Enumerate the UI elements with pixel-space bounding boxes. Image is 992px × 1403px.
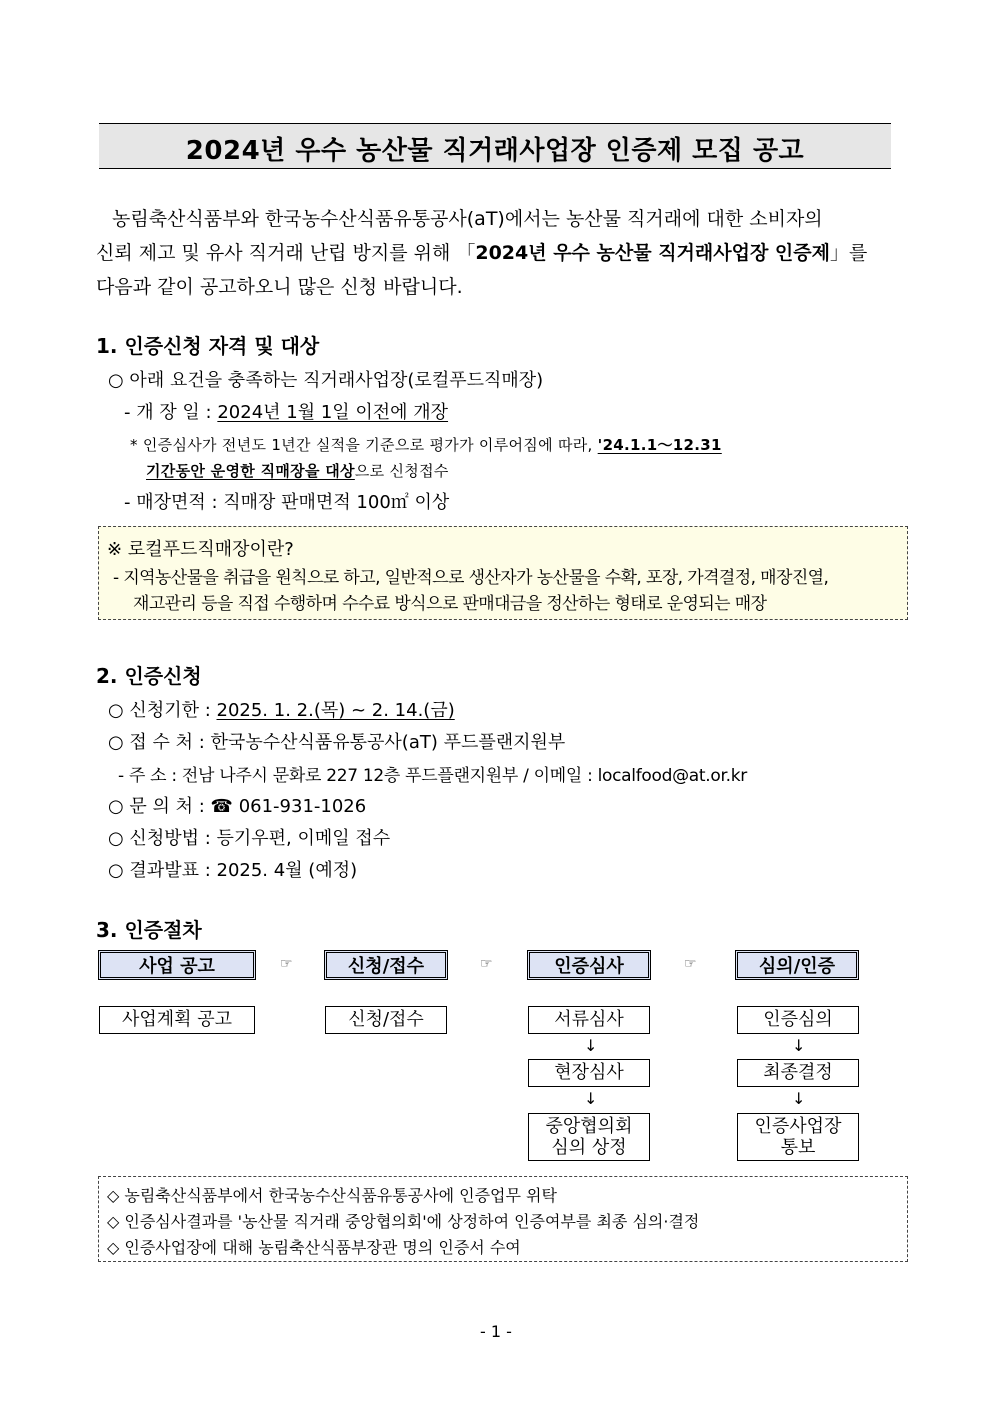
footer-line-3: ◇ 인증사업장에 대해 농림축산식품부장관 명의 인증서 수여: [107, 1238, 521, 1257]
step-item-notify-line-2: 통보: [780, 1137, 816, 1158]
page-title: 2024년 우수 농산물 직거래사업장 인증제 모집 공고: [185, 136, 805, 166]
contact: [108, 792, 366, 818]
step-header-certify: 심의/인증: [735, 950, 859, 980]
arrow-down-icon: ↓: [584, 1036, 598, 1055]
step-item-council: [528, 1113, 650, 1161]
pointer-icon: ☞: [480, 956, 493, 972]
step-item-site-review: 현장심사: [528, 1059, 650, 1087]
arrow-down-icon: ↓: [792, 1089, 806, 1108]
section1-note-line-2: [146, 460, 449, 481]
step-header-review: 인증심사: [527, 950, 651, 980]
intro-line-1: 농림축산식품부와 한국농수산식품유통공사(aT)에서는 농산물 직거래에 대한 소비자의: [112, 208, 823, 230]
open-date-label: - 개 장 일 :: [124, 402, 218, 423]
definition-line-2: 재고관리 등을 직접 수행하며 수수료 방식으로 판매대금을 정산하는 형태로 운영되는 매장: [133, 594, 767, 614]
step-header-announce: 사업 공고: [98, 950, 256, 980]
step-item-final-decision: 최종결정: [737, 1059, 859, 1087]
step-item-plan-notice: 사업계획 공고: [99, 1006, 255, 1034]
note-bold-2: 기간동안 운영한 직매장을 대상: [146, 462, 355, 480]
section2-heading: 2. 인증신청: [96, 664, 202, 688]
section1-heading: 1. 인증신청 자격 및 대상: [96, 334, 320, 358]
step-item-document-review: 서류심사: [528, 1006, 650, 1034]
note-pre: * 인증심사가 전년도 1년간 실적을 기준으로 평가가 이루어짐에 따라,: [130, 436, 598, 454]
step-item-apply: 신청/접수: [325, 1006, 447, 1034]
apply-period-value: 2025. 1. 2.(목) ~ 2. 14.(금): [216, 700, 455, 721]
contact-value: 061-931-1026: [232, 796, 367, 817]
note-bold-1: '24.1.1～12.31: [597, 436, 722, 454]
intro-line-2: [96, 236, 867, 270]
intro-line-2-pre: 신뢰 제고 및 유사 직거래 난립 방지를 위해 「: [96, 242, 476, 264]
section1-note-line-1: [130, 434, 722, 455]
result-announcement: ○ 결과발표 : 2025. 4월 (예정): [108, 860, 358, 881]
step-header-apply: 신청/접수: [324, 950, 448, 980]
phone-icon: ☎: [210, 796, 233, 817]
arrow-down-icon: ↓: [792, 1036, 806, 1055]
section3-heading: 3. 인증절차: [96, 918, 202, 942]
receiver: ○ 접 수 처 : 한국농수산식품유통공사(aT) 푸드플랜지원부: [108, 732, 566, 753]
section1-item: ○ 아래 요건을 충족하는 직거래사업장(로컬푸드직매장): [108, 370, 544, 391]
definition-box: [98, 526, 908, 620]
step-item-notify: [737, 1113, 859, 1161]
step-item-council-line-1: 중앙협의회: [545, 1116, 633, 1137]
apply-method: ○ 신청방법 : 등기우편, 이메일 접수: [108, 828, 391, 849]
section1-area: - 매장면적 : 직매장 판매면적 100㎡ 이상: [124, 492, 450, 513]
definition-title: ※ 로컬푸드직매장이란?: [107, 539, 294, 560]
apply-period: [108, 696, 455, 722]
definition-line-1: - 지역농산물을 취급을 원칙으로 하고, 일반적으로 생산자가 농산물을 수확, 포장, 가격결정, 매장진열,: [113, 568, 829, 588]
pointer-icon: ☞: [280, 956, 293, 972]
contact-label: ○ 문 의 처 :: [108, 796, 211, 817]
footer-line-2: ◇ 인증심사결과를 '농산물 직거래 중앙협의회'에 상정하여 인증여부를 최종 심의·결정: [107, 1212, 700, 1231]
intro-line-2-bold: 2024년 우수 농산물 직거래사업장 인증제: [475, 242, 830, 264]
address: - 주 소 : 전남 나주시 문화로 227 12층 푸드플랜지원부 / 이메일 : localfood@at.or.kr: [118, 766, 747, 786]
section1-open-date: [124, 398, 448, 424]
intro-line-3: 다음과 같이 공고하오니 많은 신청 바랍니다.: [96, 276, 463, 298]
apply-period-label: ○ 신청기한 :: [108, 700, 217, 721]
step-item-deliberation: 인증심의: [737, 1006, 859, 1034]
note-post: 으로 신청접수: [354, 462, 449, 480]
step-item-notify-line-1: 인증사업장: [754, 1116, 842, 1137]
arrow-down-icon: ↓: [584, 1089, 598, 1108]
footer-note-box: [98, 1176, 908, 1262]
title-banner: [99, 123, 891, 169]
page-number: - 1 -: [480, 1322, 512, 1341]
intro-line-2-post: 」를: [830, 242, 868, 264]
step-item-council-line-2: 심의 상정: [551, 1137, 627, 1158]
pointer-icon: ☞: [684, 956, 697, 972]
open-date-value: 2024년 1월 1일 이전에 개장: [217, 402, 449, 423]
footer-line-1: ◇ 농림축산식품부에서 한국농수산식품유통공사에 인증업무 위탁: [107, 1186, 557, 1205]
